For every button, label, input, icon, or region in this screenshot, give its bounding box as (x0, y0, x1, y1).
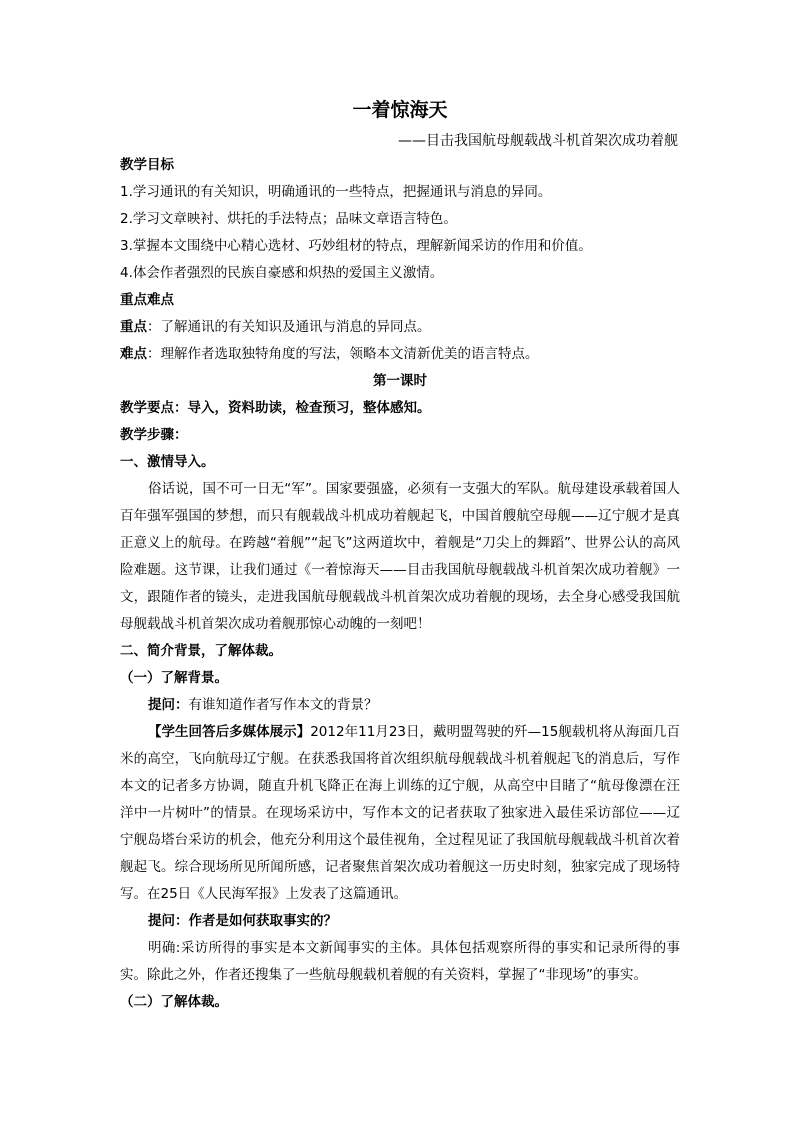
key-label: 重点 (120, 319, 147, 335)
section-heading: 一、激情导入。 (120, 454, 215, 470)
document-body (120, 96, 680, 1016)
media-text: 2012年11月23日，戴明盟驾驶的歼—15舰载机将从海面几百米的高空，飞向航母辽宁舰。在获悉我国将首次组织航母舰载战斗机着舰起飞的消息后，写作本文的记者多方协调，随直升机飞降正在海上训练的辽宁舰，从高空中目睹了“航母像漂在汪洋中一片树叶”的情景。在现场采访中，写作本文的记者获取了独家进入最佳采访部位——辽宁舰岛塔台采访的机会，他充分利用这个最佳视角，全过程见证了我国航母舰载战斗机首次着舰起飞。综合现场所见所闻所感，记者聚焦首架次成功着舰这一历史时刻，独家完成了现场特写。在25日《人民海军报》上发表了这篇通讯。 (120, 724, 681, 902)
answer-paragraph: 明确:采访所得的事实是本文新闻事实的主体。具体包括观察所得的事实和记录所得的事实。除此之外，作者还搜集了一些航母舰载机着舰的有关资料，掌握了“非现场”的事实。 (120, 940, 680, 983)
question-text: 作者是如何获取事实的？ (188, 913, 337, 929)
key-point (120, 314, 680, 341)
teaching-points: 教学要点：导入，资料助读，检查预习，整体感知。 (120, 400, 431, 416)
question-label: 提问： (148, 697, 189, 713)
question-text: 有谁知道作者写作本文的背景？ (188, 697, 378, 713)
media-label: 【学生回答后多媒体展示】 (148, 724, 311, 740)
key-text: ：了解通讯的有关知识及通讯与消息的异同点。 (147, 319, 431, 335)
section-heading: 二、简介背景，了解体裁。 (120, 643, 282, 659)
question (120, 908, 680, 935)
key-heading: 重点难点 (120, 292, 174, 308)
goal-item: 1.学习通讯的有关知识，明确通讯的一些特点，把握通讯与消息的异同。 (120, 184, 552, 200)
doc-title: 一着惊海天 (352, 99, 448, 121)
goal-item: 2.学习文章映衬、烘托的手法特点；品味文章语言特色。 (120, 211, 457, 227)
doc-subtitle: ——目击我国航母舰载战斗机首架次成功着舰 (398, 133, 678, 149)
goal-item: 4.体会作者强烈的民族自豪感和炽热的爱国主义激情。 (120, 265, 444, 281)
subsection-heading: （二）了解体裁。 (120, 994, 228, 1010)
lesson-heading: 第一课时 (373, 373, 427, 389)
goal-item: 3.掌握本文围绕中心精心选材、巧妙组材的特点，理解新闻采访的作用和价值。 (120, 238, 592, 254)
difficulty-label: 难点 (120, 346, 147, 362)
intro-paragraph: 俗话说，国不可一日无“军”。国家要强盛，必须有一支强大的军队。航母建设承载着国人百年强军强国的梦想，而只有舰载战斗机成功着舰起飞，中国首艘航空母舰——辽宁舰才是真正意义上的航母。在跨越“着舰”“起飞”这两道坎中，着舰是“刀尖上的舞蹈”、世界公认的高风险难题。这节课，让我们通过《一着惊海天——目击我国航母舰载战斗机首架次成功着舰》一文，跟随作者的镜头，走进我国航母舰载战斗机首架次成功着舰的现场，去全身心感受我国航母舰载战斗机首架次成功着舰那惊心动魄的一刻吧！ (120, 481, 680, 632)
background-paragraph (120, 719, 680, 908)
question (120, 692, 680, 719)
goals-heading: 教学目标 (120, 157, 174, 173)
subsection-heading: （一）了解背景。 (120, 670, 228, 686)
difficulty-text: ：理解作者选取独特角度的写法，领略本文清新优美的语言特点。 (147, 346, 539, 362)
question-label: 提问： (148, 913, 189, 929)
teaching-steps: 教学步骤： (120, 427, 188, 443)
difficulty-point (120, 341, 680, 368)
